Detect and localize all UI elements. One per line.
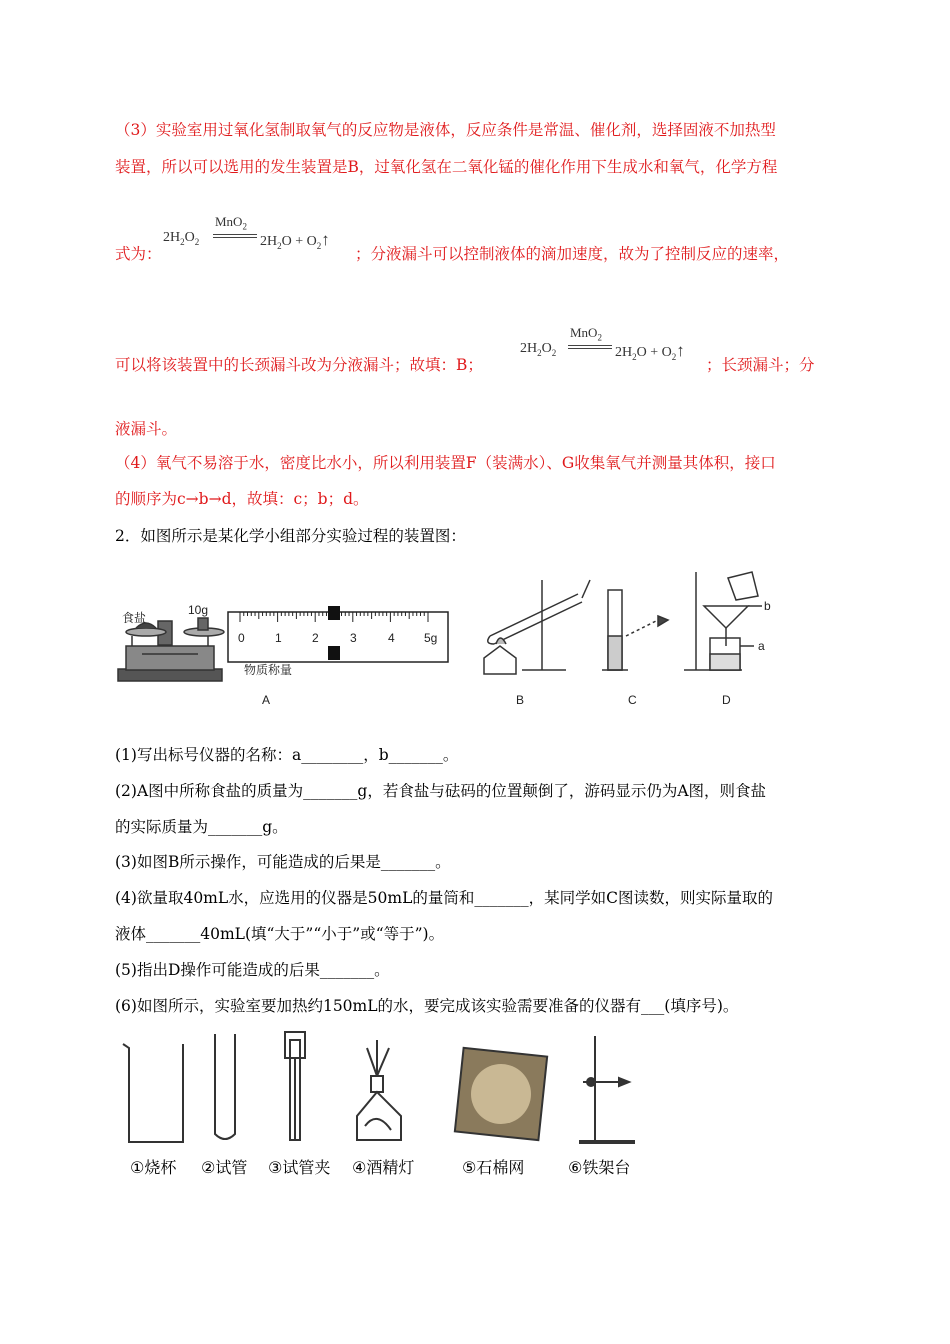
alcohol-lamp-icon (357, 1040, 401, 1140)
question2-q4a: (4)欲量取40mL水，应选用的仪器是50mL的量筒和_______，某同学如C图读数，则实际量取的 (115, 889, 773, 907)
question2-q1: (1)写出标号仪器的名称：a________，b_______。 (115, 746, 459, 764)
panel-label-a: A (262, 693, 271, 707)
scale-caption: 物质称量 (244, 663, 293, 677)
equipment-label-1: ①烧杯 (130, 1158, 177, 1177)
answer4-line2: 的顺序为c→b→d，故填：c；b；d。 (115, 490, 369, 508)
answer3-line4-suffix: ；长颈漏斗；分 (706, 356, 815, 374)
beaker-icon (123, 1044, 183, 1142)
equipment-figure (115, 1030, 655, 1152)
answer3-line3-prefix: 式为： (115, 245, 162, 263)
tick-1: 1 (275, 631, 282, 645)
heating-setup (484, 580, 590, 674)
test-tube-icon (215, 1034, 235, 1139)
tick-2: 2 (312, 631, 319, 645)
tick-4: 4 (388, 631, 395, 645)
equipment-label-4: ④酒精灯 (352, 1158, 415, 1177)
weight-label: 10g (188, 603, 209, 617)
apparatus-figure (112, 566, 792, 716)
answer3-line2: 装置，所以可以选用的发生装置是B，过氧化氢在二氧化锰的催化作用下生成水和氧气，化学方程 (115, 158, 778, 176)
question2-q4b: 液体_______40mL(填“大于”“小于”或“等于”)。 (115, 925, 445, 943)
rider-top (328, 606, 340, 620)
answer3-line5: 液漏斗。 (115, 420, 178, 438)
asbestos-gauze-icon (455, 1048, 547, 1140)
marker-a: a (758, 639, 765, 653)
answer3-line3-suffix: ；分液漏斗可以控制液体的滴加速度，故为了控制反应的速率， (355, 245, 790, 263)
equipment-label-2: ②试管 (201, 1158, 248, 1177)
question2-q5: (5)指出D操作可能造成的后果_______。 (115, 961, 390, 979)
question2-q3: (3)如图B所示操作，可能造成的后果是_______。 (115, 853, 451, 871)
tick-0: 0 (238, 631, 245, 645)
graduated-cylinder (602, 590, 668, 670)
rider-bottom (328, 646, 340, 660)
equipment-label-3: ③试管夹 (268, 1158, 331, 1177)
panel-label-b: B (516, 693, 525, 707)
panel-label-c: C (628, 693, 637, 707)
marker-b: b (764, 599, 771, 613)
question2-q2a: (2)A图中所称食盐的质量为_______g，若食盐与砝码的位置颠倒了，游码显示仍为A图，则食盐 (115, 782, 767, 800)
chemical-equation: MnO$_2$ $2H_2O_2$ $2H_2O$ + $O_2↑$ (163, 214, 330, 251)
test-tube-holder-icon (285, 1032, 305, 1140)
tick-5: 5g (424, 631, 438, 645)
equipment-label-6: ⑥铁架台 (568, 1158, 631, 1177)
panel-label-d: D (722, 693, 731, 707)
answer3-line1: （3）实验室用过氧化氢制取氧气的反应物是液体，反应条件是常温、催化剂，选择固液不加热型 (115, 121, 776, 139)
scale-ruler (228, 606, 448, 662)
balance-illustration (118, 618, 224, 681)
tick-3: 3 (350, 631, 357, 645)
question2-q2b: 的实际质量为_______g。 (115, 818, 288, 836)
equipment-label-5: ⑤石棉网 (462, 1158, 525, 1177)
question2-stem: 2．如图所示是某化学小组部分实验过程的装置图： (115, 527, 466, 545)
chemical-equation-2: MnO$_2$ $2H_2O_2$ $2H_2O$ + $O_2↑$ (520, 325, 685, 362)
filtration-setup (684, 572, 762, 670)
question2-q6: (6)如图所示，实验室要加热约150mL的水，要完成该实验需要准备的仪器有___(填序号)。 (115, 997, 739, 1015)
iron-stand-icon (579, 1036, 635, 1142)
answer3-line4-prefix: 可以将该装置中的长颈漏斗改为分液漏斗；故填：B； (115, 356, 483, 374)
salt-label: 食盐 (122, 611, 147, 625)
answer4-line1: （4）氧气不易溶于水，密度比水小，所以利用装置F（装满水）、G收集氧气并测量其体积，接口 (115, 454, 776, 472)
